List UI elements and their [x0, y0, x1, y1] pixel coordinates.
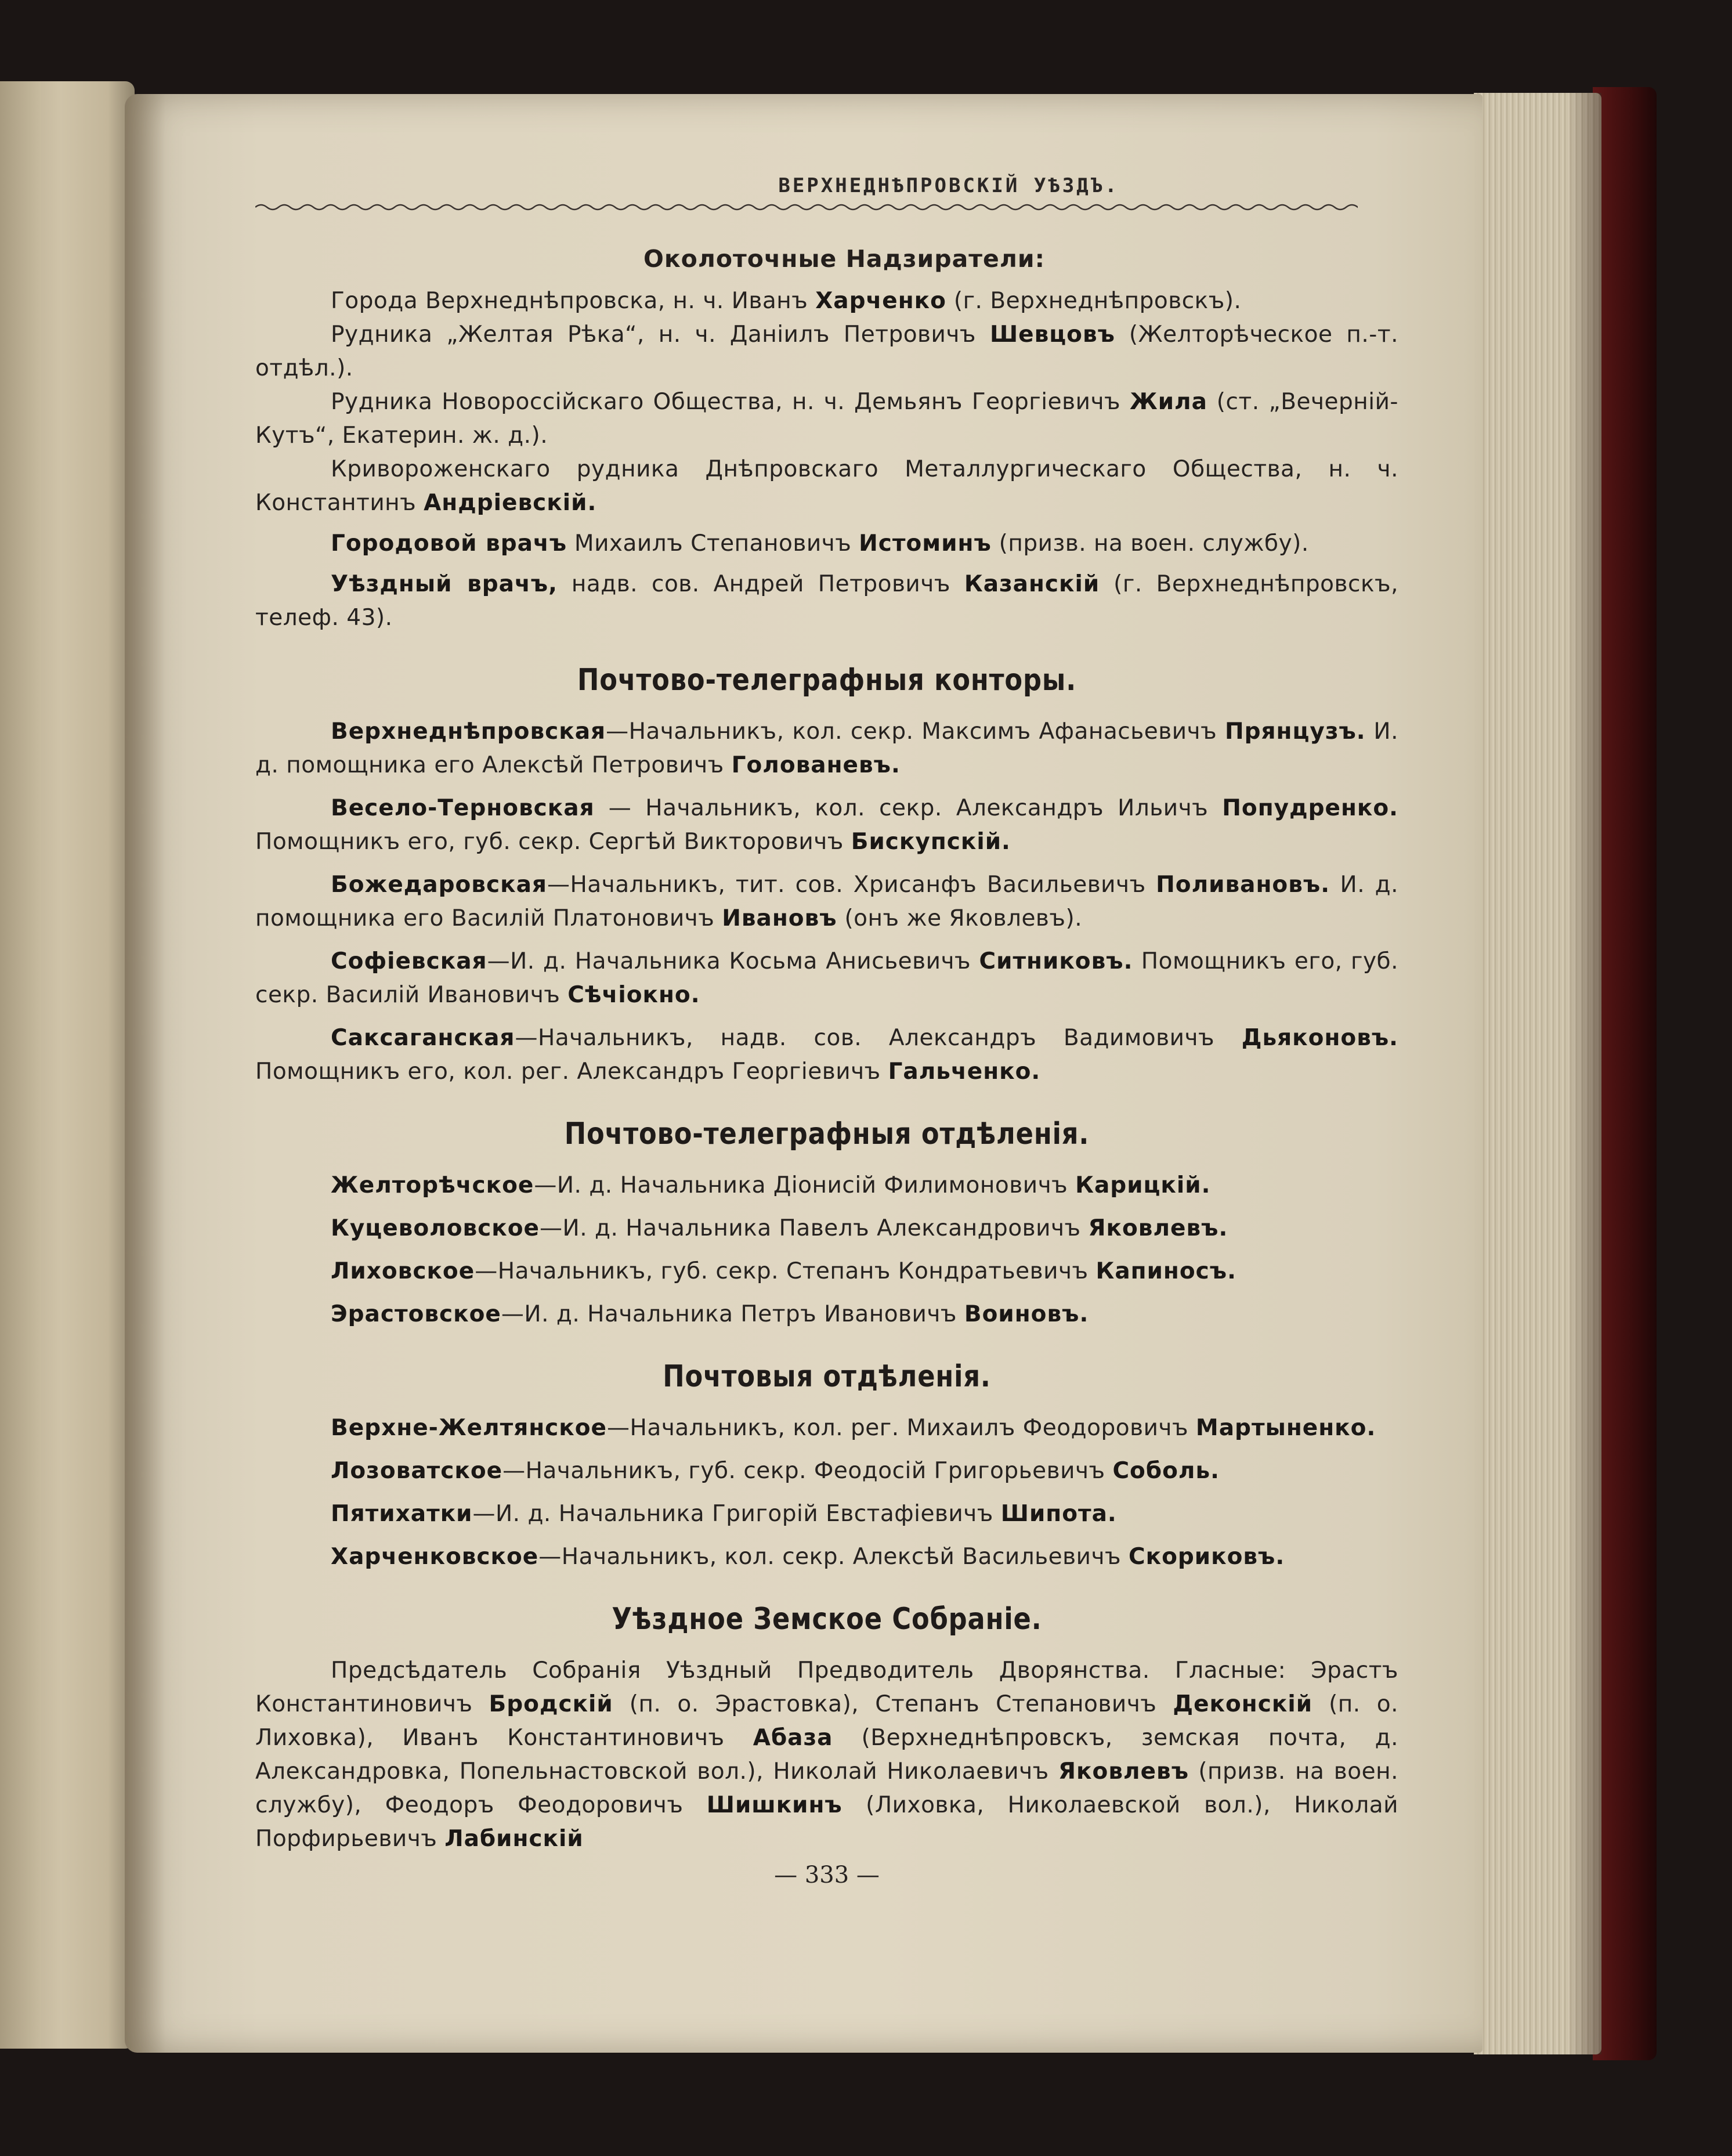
entry-text: (Верхнеднѣпровскъ, земская почта, д. Александровка, Попельнастовской вол.), Николай Николаевичъ: [255, 1725, 1398, 1785]
entry-text: —И. д. Начальника Петръ Ивановичъ: [501, 1301, 964, 1327]
entry-paragraph: [255, 284, 1398, 318]
entry-office: Саксаганская: [331, 1025, 515, 1051]
entry-text: —Начальникъ, надв. сов. Александръ Вадимовичъ: [515, 1025, 1242, 1051]
entry-position: Городовой врачъ: [331, 530, 567, 557]
entry-surname: Яковлевъ: [1058, 1758, 1189, 1785]
entry-surname: Абаза: [753, 1725, 833, 1751]
entry-paragraph: [255, 945, 1398, 1012]
entry-paragraph: [255, 715, 1398, 782]
entry-surname: Капиносъ.: [1095, 1258, 1236, 1284]
entry-paragraph: [255, 1298, 1398, 1331]
entry-text: И. д. помощника его Василій Платоновичъ: [255, 872, 1398, 931]
entry-paragraph: [255, 1654, 1398, 1856]
entry-office: Весело-Терновская: [331, 795, 595, 821]
entry-text: — Начальникъ, кол. секр. Александръ Ильичъ: [594, 795, 1223, 821]
entry-text: И. д. помощника его Алексѣй Петровичъ: [255, 718, 1398, 778]
entry-paragraph: [255, 1540, 1398, 1574]
entry-text: —И. д. Начальника Діонисій Филимоновичъ: [534, 1172, 1076, 1198]
wavy-rule: [255, 201, 1358, 214]
entry-text: (Желторѣческое п.-т. отдѣл.).: [255, 322, 1398, 381]
entry-paragraph: [255, 1454, 1398, 1488]
entry-office: Софіевская: [331, 948, 487, 974]
entry-paragraph: [255, 1212, 1398, 1245]
entry-surname: Шевцовъ: [989, 322, 1115, 348]
left-page-shadow: [0, 81, 41, 2049]
entry-text: —Начальникъ, кол. рег. Михаилъ Феодоровичъ: [607, 1415, 1196, 1441]
entry-text: Помощникъ его, губ. секр. Василій Ивановичъ: [255, 948, 1398, 1008]
entry-text: Города Верхнеднѣпровска, н. ч. Иванъ: [331, 288, 816, 314]
entry-text: Помощникъ его, губ. секр. Сергѣй Викторовичъ: [255, 829, 851, 855]
entry-surname: Голованевъ.: [731, 752, 901, 778]
entry-office: Лиховское: [331, 1258, 475, 1284]
entry-surname: Попудренко.: [1222, 795, 1398, 821]
entry-text: —Начальникъ, губ. секр. Феодосій Григорьевичъ: [502, 1458, 1113, 1484]
entry-text: надв. сов. Андрей Петровичъ: [557, 571, 964, 597]
entry-surname: Воиновъ.: [964, 1301, 1089, 1327]
entry-text: —И. д. Начальника Павелъ Александровичъ: [540, 1215, 1089, 1241]
section-title-precinct-supervisors: Околоточные Надзиратели:: [643, 245, 1045, 273]
entry-text: Предсѣдатель Собранія Уѣздный Предводитель Дворянства. Гласные: Эрастъ Константиновичъ: [255, 1657, 1398, 1717]
entry-surname: Харченко: [815, 288, 946, 314]
entry-surname: Сѣчіокно.: [567, 982, 700, 1008]
entry-text: (призв. на воен. службу).: [991, 530, 1309, 557]
entry-text: (г. Верхнеднѣпровскъ, телеф. 43).: [255, 571, 1398, 631]
entry-text: —И. д. Начальника Косьма Анисьевичъ: [487, 948, 979, 974]
entry-surname: Андріевскій.: [424, 490, 597, 516]
entry-text: —Начальникъ, тит. сов. Хрисанфъ Васильевичъ: [547, 872, 1156, 898]
entry-text: —Начальникъ, кол. секр. Максимъ Афанасьевичъ: [606, 718, 1225, 745]
left-page-edge: [0, 81, 135, 2049]
entry-surname: Гальченко.: [888, 1059, 1041, 1085]
entry-surname: Соболь.: [1112, 1458, 1220, 1484]
entry-paragraph: [255, 1255, 1398, 1288]
entry-paragraph: [255, 527, 1398, 561]
wavy-rule-line: [255, 205, 1358, 210]
entry-office: Верхнеднѣпровская: [331, 718, 606, 745]
entry-surname: Казанскій: [964, 571, 1100, 597]
entry-surname: Бискупскій.: [851, 829, 1011, 855]
section-title-post-telegraph-branches: Почтово-телеграфныя отдѣленія.: [564, 1117, 1090, 1151]
entry-office: Лозоватское: [331, 1458, 503, 1484]
entry-text: —И. д. Начальника Григорій Евстафіевичъ: [472, 1501, 1001, 1527]
entry-office: Пятихатки: [331, 1501, 473, 1527]
entry-surname: Лабинскій: [444, 1826, 584, 1852]
entry-surname: Бродскій: [489, 1691, 613, 1717]
entry-paragraph: [255, 868, 1398, 936]
page-content: [255, 174, 1398, 1888]
entry-surname: Карицкій.: [1075, 1172, 1211, 1198]
entry-paragraph: [255, 1169, 1398, 1202]
entry-surname: Яковлевъ.: [1088, 1215, 1228, 1241]
entry-text: Помощникъ его, кол. рег. Александръ Георгіевичъ: [255, 1059, 888, 1085]
entry-text: (п. о. Лиховка), Иванъ Константиновичъ: [255, 1691, 1399, 1751]
entry-paragraph: [255, 1021, 1398, 1089]
entry-text: Кривороженскаго рудника Днѣпровскаго Металлургическаго Общества, н. ч. Константинъ: [255, 456, 1398, 516]
entry-office: Желторѣчское: [331, 1172, 534, 1198]
entry-office: Верхне-Желтянское: [331, 1415, 608, 1441]
entry-paragraph: [255, 385, 1398, 453]
entry-surname: Ивановъ: [722, 905, 837, 931]
entry-paragraph: [255, 1497, 1398, 1531]
entry-text: Рудника Новороссійскаго Общества, н. ч. Демьянъ Георгіевичъ: [331, 389, 1130, 415]
entry-office: Куцеволовское: [331, 1215, 540, 1241]
entry-paragraph: [255, 453, 1398, 520]
entry-text: —Начальникъ, кол. секр. Алексѣй Васильевичъ: [538, 1544, 1129, 1570]
entry-office: Божедаровская: [331, 872, 547, 898]
entry-surname: Истоминъ: [859, 530, 992, 557]
entry-surname: Шишкинъ: [706, 1792, 843, 1818]
entry-text: (Лиховка, Николаевской вол.), Николай Порфирьевичъ: [255, 1792, 1398, 1852]
entry-surname: Мартыненко.: [1195, 1415, 1376, 1441]
entry-office: Харченковское: [331, 1544, 539, 1570]
entry-surname: Поливановъ.: [1156, 872, 1330, 898]
entry-surname: Скориковъ.: [1128, 1544, 1285, 1570]
running-head: ВЕРХНЕДНѢПРОВСКІЙ УѢЗДЪ.: [778, 174, 1119, 197]
section-title-zemstvo-assembly: Уѣздное Земское Собраніе.: [612, 1602, 1042, 1637]
entry-paragraph: [255, 792, 1398, 859]
page-stack-edge: [1474, 93, 1601, 2054]
entry-office: Эрастовское: [331, 1301, 501, 1327]
entry-text: Рудника „Желтая Рѣка“, н. ч. Даніилъ Петровичъ: [331, 322, 990, 348]
page-stack-shadow: [1567, 93, 1601, 2054]
entry-paragraph: [255, 568, 1398, 635]
page-number: — 333 —: [774, 1862, 880, 1888]
entry-text: —Начальникъ, губ. секр. Степанъ Кондратьевичъ: [475, 1258, 1096, 1284]
entry-position: Уѣздный врачъ,: [331, 571, 558, 597]
entry-surname: Деконскій: [1173, 1691, 1313, 1717]
section-title-post-branches: Почтовыя отдѣленія.: [663, 1359, 991, 1394]
entry-text: (г. Верхнеднѣпровскъ).: [946, 288, 1242, 314]
entry-text: (ст. „Вечерній-Кутъ“, Екатерин. ж. д.).: [255, 389, 1398, 449]
entry-paragraph: [255, 1411, 1398, 1445]
entry-text: Михаилъ Степановичъ: [567, 530, 859, 557]
entry-paragraph: [255, 318, 1398, 385]
entry-text: (онъ же Яковлевъ).: [837, 905, 1083, 931]
entry-text: (п. о. Эрастовка), Степанъ Степановичъ: [613, 1691, 1173, 1717]
entry-text: (призв. на воен. службу), Феодоръ Феодоровичъ: [255, 1758, 1398, 1818]
section-title-post-telegraph-offices: Почтово-телеграфныя конторы.: [577, 663, 1077, 698]
book-cover: [1593, 87, 1657, 2060]
entry-surname: Шипота.: [1000, 1501, 1117, 1527]
entry-surname: Прянцузъ.: [1224, 718, 1366, 745]
entry-surname: Дьяконовъ.: [1241, 1025, 1398, 1051]
entry-surname: Жила: [1129, 389, 1207, 415]
entry-surname: Ситниковъ.: [979, 948, 1133, 974]
